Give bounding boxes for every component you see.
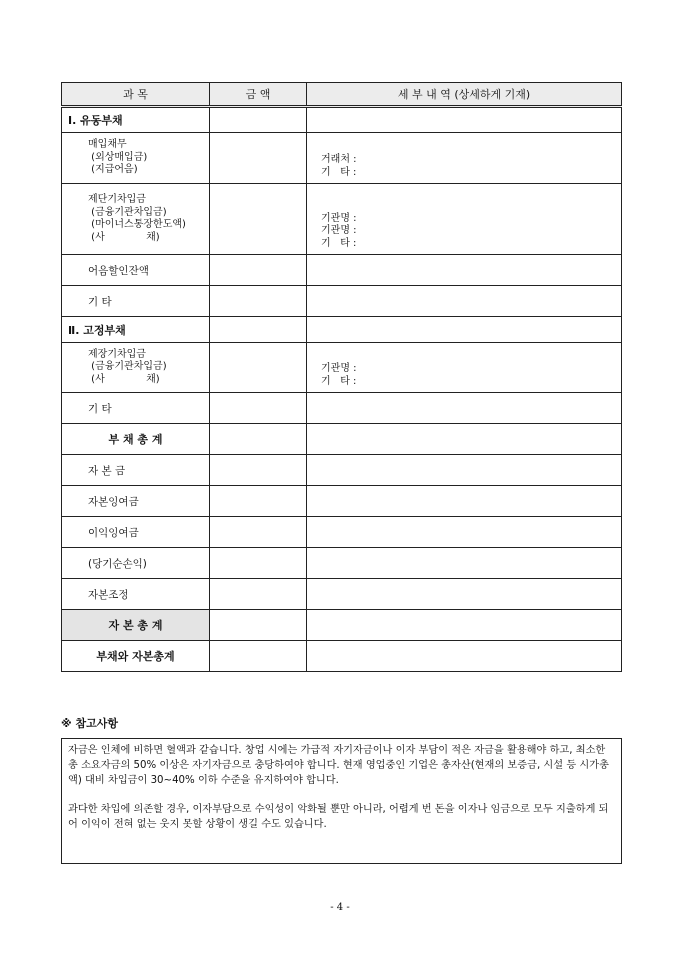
row-account-label: 이익잉여금 — [62, 517, 210, 548]
notes-paragraph-2: 과다한 차입에 의존할 경우, 이자부담으로 수익성이 악화될 뿐만 아니라, 어렵게 번 돈을 이자나 임금으로 모두 지출하게 되어 이익이 전혀 없는 웃지 못할 상황이 생길 수도 있습니다. — [68, 804, 609, 830]
row-detail-cell[interactable] — [307, 641, 622, 672]
row-detail-cell[interactable]: 기관명 : 기관명 : 기 타 : — [307, 184, 622, 255]
row-detail-cell[interactable] — [307, 455, 622, 486]
row-amount-cell[interactable] — [210, 184, 307, 255]
row-amount-cell[interactable] — [210, 317, 307, 343]
row-detail-cell[interactable]: 기관명 : 기 타 : — [307, 343, 622, 393]
row-detail-cell[interactable] — [307, 255, 622, 286]
table-row — [62, 184, 622, 255]
notes-title: ※ 참고사항 — [61, 717, 119, 730]
table-row — [62, 455, 622, 486]
row-amount-cell[interactable] — [210, 455, 307, 486]
row-amount-cell[interactable] — [210, 393, 307, 424]
row-account-label: 자본조정 — [62, 579, 210, 610]
header-amount: 금 액 — [210, 83, 307, 107]
table-row — [62, 107, 622, 133]
row-amount-cell[interactable] — [210, 641, 307, 672]
row-account-label: Ⅱ. 고정부채 — [62, 317, 210, 343]
row-amount-cell[interactable] — [210, 343, 307, 393]
page-number: - 4 - — [330, 902, 350, 913]
row-amount-cell[interactable] — [210, 548, 307, 579]
row-detail-cell[interactable] — [307, 486, 622, 517]
header-account: 과 목 — [62, 83, 210, 107]
row-amount-cell[interactable] — [210, 610, 307, 641]
table-row — [62, 286, 622, 317]
table-row — [62, 317, 622, 343]
row-detail-cell[interactable] — [307, 286, 622, 317]
row-detail-cell[interactable] — [307, 548, 622, 579]
table-row — [62, 548, 622, 579]
table-row — [62, 255, 622, 286]
row-amount-cell[interactable] — [210, 486, 307, 517]
row-account-label: 부 채 총 계 — [62, 424, 210, 455]
row-account-label: 자본잉여금 — [62, 486, 210, 517]
notes-box — [61, 738, 622, 864]
header-detail: 세 부 내 역 (상세하게 기재) — [307, 83, 622, 107]
row-detail-cell[interactable] — [307, 107, 622, 133]
row-amount-cell[interactable] — [210, 133, 307, 184]
table-row — [62, 641, 622, 672]
table-header-row — [62, 83, 622, 107]
row-amount-cell[interactable] — [210, 517, 307, 548]
row-detail-cell[interactable] — [307, 610, 622, 641]
table-row — [62, 579, 622, 610]
notes-paragraph-1: 자금은 인체에 비하면 혈액과 같습니다. 창업 시에는 가급적 자기자금이나 이자 부담이 적은 자금을 활용해야 하고, 최소한 총 소요자금의 50% 이상은 자기자금으로 충당하여야 합니다. 현재 영업중인 기업은 총자산(현재의 보증금, 시설 등 시가총액) 대비 차입금이 30~40% 이하 수준을 유지하여야 합니다. — [68, 745, 609, 786]
table-row — [62, 424, 622, 455]
row-account-label: 자 본 금 — [62, 455, 210, 486]
row-detail-cell[interactable] — [307, 517, 622, 548]
table-row — [62, 517, 622, 548]
row-account-label: 제장기차입금 (금융기관차입금) (사 채) — [62, 343, 210, 393]
table-row — [62, 486, 622, 517]
table-row — [62, 393, 622, 424]
row-account-label: (당기순손익) — [62, 548, 210, 579]
row-amount-cell[interactable] — [210, 255, 307, 286]
row-account-label: Ⅰ. 유동부채 — [62, 107, 210, 133]
row-amount-cell[interactable] — [210, 424, 307, 455]
table-row — [62, 343, 622, 393]
row-account-label: 부채와 자본총계 — [62, 641, 210, 672]
row-account-label: 기 타 — [62, 286, 210, 317]
liability-capital-table — [61, 82, 622, 672]
row-account-label: 매입채무 (외상매입금) (지급어음) — [62, 133, 210, 184]
row-detail-cell[interactable]: 거래처 : 기 타 : — [307, 133, 622, 184]
row-account-label: 어음할인잔액 — [62, 255, 210, 286]
row-amount-cell[interactable] — [210, 286, 307, 317]
row-amount-cell[interactable] — [210, 579, 307, 610]
table-row — [62, 610, 622, 641]
row-detail-cell[interactable] — [307, 424, 622, 455]
row-amount-cell[interactable] — [210, 107, 307, 133]
row-account-label: 자 본 총 계 — [62, 610, 210, 641]
row-detail-cell[interactable] — [307, 317, 622, 343]
table-row — [62, 133, 622, 184]
row-detail-cell[interactable] — [307, 579, 622, 610]
row-account-label: 제단기차입금 (금융기관차입금) (마이너스통장한도액) (사 채) — [62, 184, 210, 255]
row-account-label: 기 타 — [62, 393, 210, 424]
row-detail-cell[interactable] — [307, 393, 622, 424]
